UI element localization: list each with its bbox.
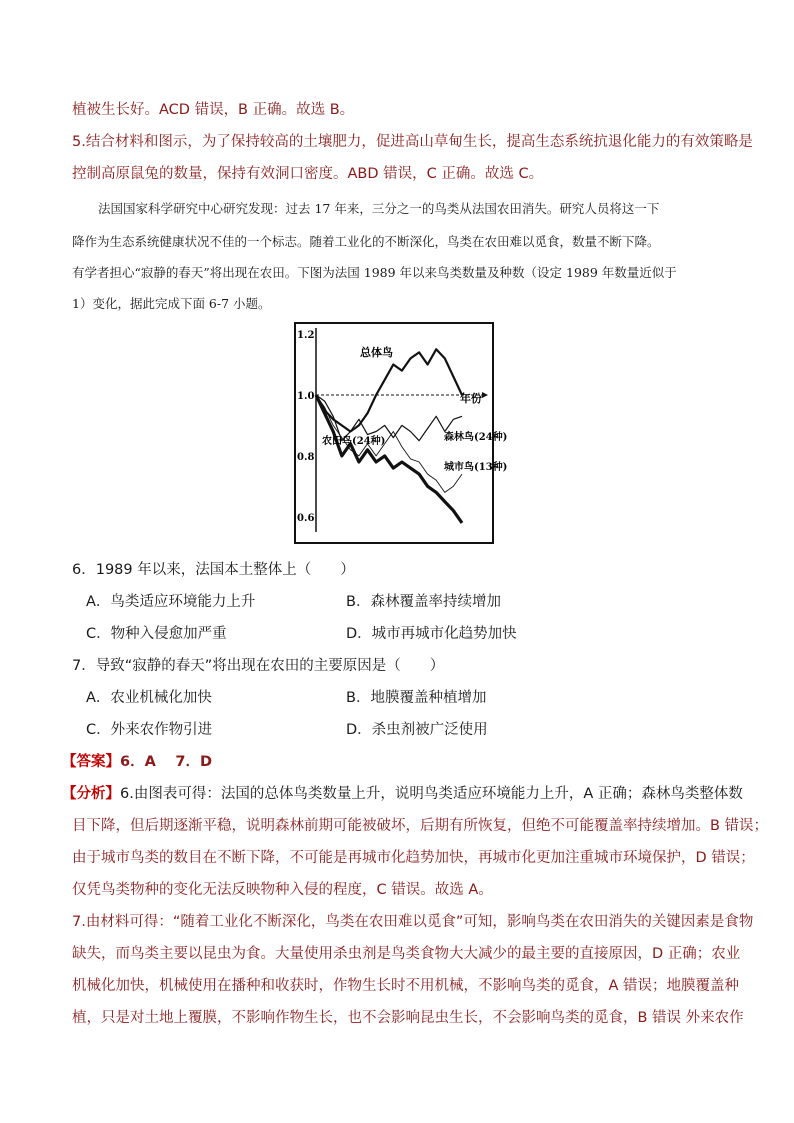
q6-stem: 6．1989 年以来，法国本土整体上（ ） — [72, 562, 355, 578]
q6-option-d[interactable]: D．城市再城市化趋势加快 — [346, 626, 517, 642]
q7-option-d[interactable]: D．杀虫剂被广泛使用 — [346, 722, 488, 738]
q7-option-b[interactable]: B．地膜覆盖种植增加 — [346, 690, 487, 706]
series-label-forest: 森林鸟(24种) — [444, 432, 508, 443]
y-tick-label: 1.0 — [297, 390, 315, 402]
q6-option-b[interactable]: B．森林覆盖率持续增加 — [346, 594, 501, 610]
material-line-4: 1）变化，据此完成下面 6-7 小题。 — [72, 296, 271, 311]
answer-tag: 【答案】 — [62, 754, 120, 770]
prev-answer-line: 植被生长好。ACD 错误，B 正确。故选 B。 — [72, 102, 355, 118]
q5-analysis-line-1: 5.结合材料和图示，为了保持较高的土壤肥力，促进高山草甸生长，提高生态系统抗退化能力的有效策略是 — [72, 134, 753, 150]
series-label-city: 城市鸟(13种) — [444, 462, 508, 473]
q6-option-c[interactable]: C．物种入侵愈加严重 — [86, 626, 227, 642]
material-line-3: 有学者担心“寂静的春天”将出现在农田。下图为法国 1989 年以来鸟类数量及种数（设定 1989 年数量近似于 — [72, 265, 677, 280]
analysis-line-1 — [62, 784, 743, 804]
analysis-line-5: 7.由材料可得：“随着工业化不断深化，鸟类在农田难以觅食”可知，影响鸟类在农田消失的关键因素是食物 — [72, 914, 754, 930]
y-tick-label: 1.2 — [297, 330, 315, 342]
analysis-line-3: 由于城市鸟类的数目在不断下降，不可能是再城市化趋势加快，再城市化更加注重城市环境保护，D 错误； — [72, 850, 755, 866]
material-line-2: 降作为生态系统健康状况不佳的一个标志。随着工业化的不断深化，鸟类在农田难以觅食，数量不断下降。 — [72, 234, 660, 249]
analysis-line-8: 植，只是对土地上覆膜，不影响作物生长，也不会影响昆虫生长，不会影响鸟类的觅食，B 错误 外来农作 — [72, 1010, 744, 1026]
analysis-line-7: 机械化加快，机械使用在播种和收获时，作物生长时不用机械，不影响鸟类的觅食，A 错误；地膜覆盖种 — [72, 978, 740, 994]
bird-population-chart — [294, 322, 508, 544]
analysis-line-4: 仅凭鸟类物种的变化无法反映物种入侵的程度，C 错误。故选 A。 — [72, 882, 493, 898]
analysis-line-6: 缺失，而鸟类主要以昆虫为食。大量使用杀虫剂是鸟类食物大大减少的最主要的直接原因，D 正确；农业 — [72, 946, 741, 962]
q5-analysis-line-2: 控制高原鼠兔的数量，保持有效洞口密度。ABD 错误，C 正确。故选 C。 — [72, 166, 544, 182]
q7-stem: 7．导致“寂静的春天”将出现在农田的主要原因是（ ） — [72, 658, 445, 674]
q7-option-c[interactable]: C．外来农作物引进 — [86, 722, 213, 738]
material-line-1: 法国国家科学研究中心研究发现：过去 17 年来，三分之一的鸟类从法国农田消失。研究人员将这一下 — [98, 201, 660, 216]
series-label-farm: 农田鸟(24种) — [322, 436, 386, 447]
y-tick-label: 0.8 — [297, 451, 315, 463]
y-tick-label: 0.6 — [297, 512, 315, 524]
answer-text: 6．A 7．D — [120, 754, 212, 770]
series-label-total: 总体鸟 — [360, 346, 393, 359]
q7-option-a[interactable]: A．农业机械化加快 — [86, 690, 212, 706]
analysis-text-1: 6.由图表可得：法国的总体鸟类数量上升，说明鸟类适应环境能力上升，A 正确；森林鸟类整体数 — [120, 786, 743, 802]
q6-option-a[interactable]: A．鸟类适应环境能力上升 — [86, 594, 256, 610]
answer-line — [62, 752, 212, 772]
x-axis-label: 年份 — [460, 392, 482, 405]
analysis-line-2: 目下降，但后期逐渐平稳，说明森林前期可能被破坏，后期有所恢复，但绝不可能覆盖率持续增加。B 错误； — [72, 818, 769, 834]
analysis-tag: 【分析】 — [62, 786, 120, 802]
